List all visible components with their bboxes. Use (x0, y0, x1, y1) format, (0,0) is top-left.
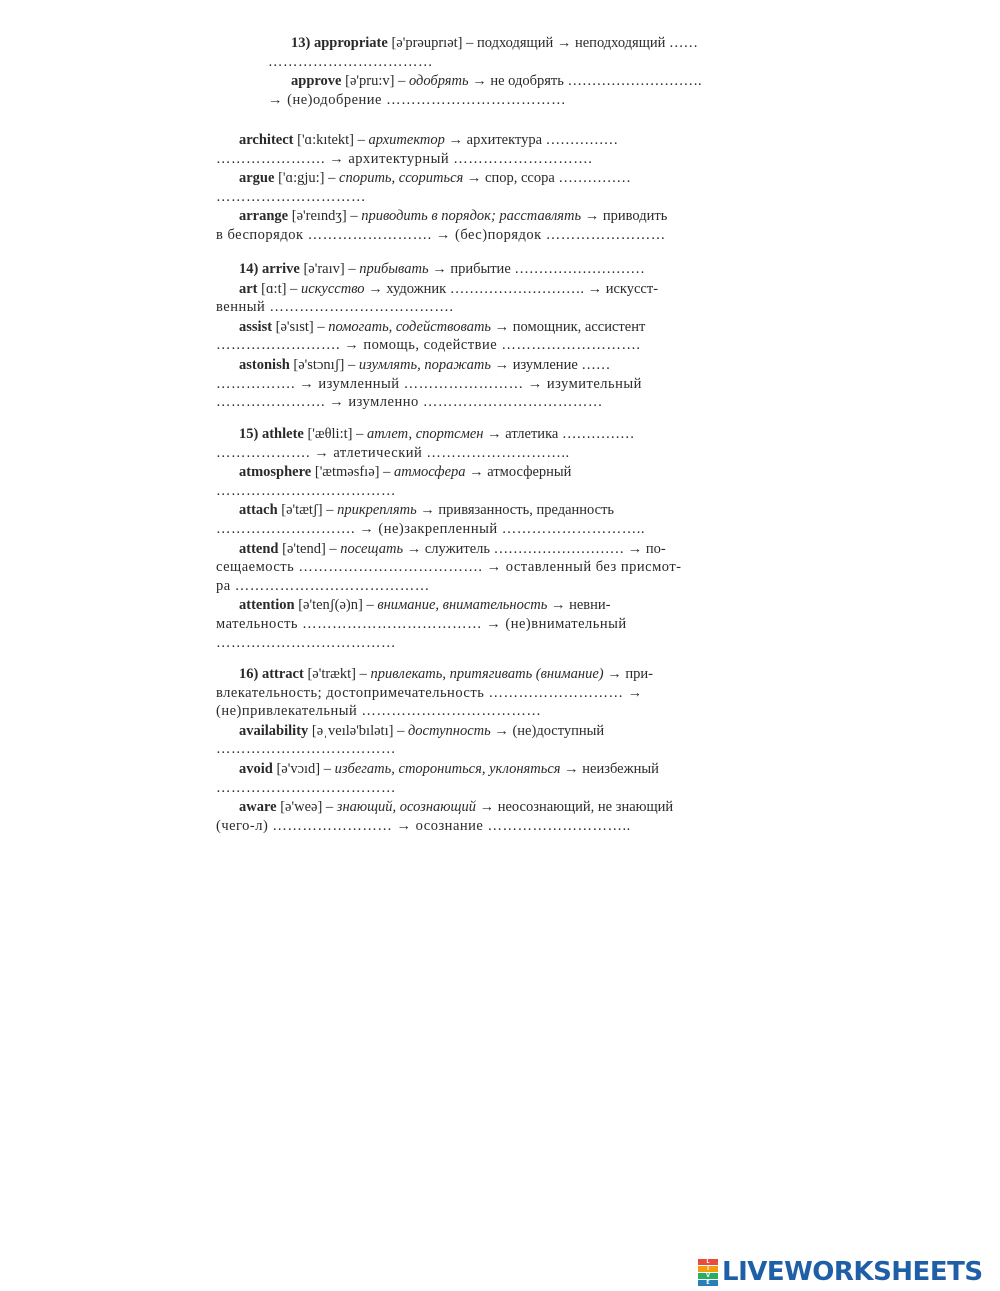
entry-answer-line: сещаемость ………………………………. → оставленный без присмот- (216, 559, 682, 576)
entry-answer-line: …………………………… (268, 53, 433, 70)
entry-answer-line: (не)привлекательный ……………………………… (216, 703, 542, 720)
entry-derivatives: → спор, ссора …………… (463, 170, 631, 187)
entry-dash: – (290, 280, 298, 297)
vocab-entry (216, 260, 726, 279)
entry-answer-line: ……………. → изумленный …………………… → изумительный (216, 375, 642, 392)
vocab-entry (216, 280, 726, 317)
entry-translation: избегать, сторониться, уклоняться (334, 760, 561, 777)
entry-translation: посещать (340, 540, 404, 557)
entry-dash: – (356, 426, 364, 442)
entry-dash: – (397, 722, 405, 739)
entry-first-line (216, 260, 726, 279)
entry-word: argue (239, 170, 275, 187)
entry-transcription: [ɑ:t] (261, 280, 287, 297)
entry-word: attract (261, 666, 304, 682)
entry-derivatives: → неподходящий …… (553, 35, 699, 51)
entry-first-line (216, 356, 726, 375)
entry-translation: знающий, осознающий (336, 799, 476, 816)
entry-derivatives: → атлетика …………… (483, 426, 635, 442)
entry-dash: – (326, 502, 334, 519)
entry-first-line (216, 540, 726, 559)
entry-dash: – (357, 132, 365, 148)
vocab-entry (216, 207, 726, 244)
entry-group-14 (216, 260, 726, 413)
vocab-entry (216, 463, 726, 500)
entry-translation: помогать, содействовать (328, 318, 492, 335)
entry-translation: внимание, внимательность (377, 597, 548, 614)
entry-derivatives: → (не)доступный (490, 722, 605, 739)
entry-first-line (216, 665, 726, 684)
entry-answer-line: ……………………………… (216, 741, 396, 758)
entry-dash: – (350, 208, 358, 225)
vocab-entry (216, 131, 726, 168)
entry-first-line (216, 318, 726, 337)
vocab-entry (216, 356, 726, 412)
logo-text: LIVEWORKSHEETS (722, 1257, 983, 1287)
entry-answer-line: ………………. → атлетический ……………………….. (216, 444, 570, 461)
entry-dash: – (328, 170, 336, 187)
entry-first-line (216, 501, 726, 520)
entry-answer-line: …………………. → архитектурный ………………………. (216, 150, 593, 167)
entry-word: architect (239, 132, 294, 148)
entry-transcription: [ə'pru:v] (345, 73, 395, 90)
entry-answer-line: мательность ……………………………… → (не)внимательный (216, 615, 627, 632)
entry-number: 14) (239, 261, 259, 277)
vocab-entry (216, 722, 726, 759)
entry-number: 16) (239, 666, 259, 682)
entry-answer-line: венный ………………………………. (216, 299, 454, 316)
entry-transcription: [ə'tend] (282, 540, 326, 557)
entry-dash: – (366, 597, 374, 614)
entry-dash: – (317, 318, 325, 335)
entry-answer-line: …………………. → изумленно ……………………………… (216, 394, 603, 411)
entry-dash: – (325, 799, 334, 816)
entry-first-line (216, 798, 726, 817)
vocab-entry (216, 798, 726, 835)
entry-first-line (216, 722, 726, 741)
entry-translation: прибывать (359, 261, 429, 277)
entry-dash: – (383, 464, 391, 481)
entry-answer-line: ……………………………… (216, 482, 396, 499)
entry-word: approve (291, 73, 342, 90)
entry-word: attention (239, 597, 295, 614)
entry-derivatives: → невни- (547, 597, 611, 614)
vocab-entry (216, 665, 726, 721)
entry-first-line (216, 207, 726, 226)
entry-word: art (239, 280, 258, 297)
entry-dash: – (466, 35, 474, 51)
entry-translation: прикреплять (337, 502, 417, 519)
vocab-entry (268, 72, 780, 109)
entry-answer-line: влекательность; достопримечательность ……………………… → (216, 684, 643, 701)
entry-first-line (216, 425, 726, 444)
entry-transcription: ['æθli:t] (307, 426, 353, 442)
entry-word: atmosphere (239, 464, 312, 481)
entry-derivatives: → приводить (581, 208, 668, 225)
entry-translation: одобрять (408, 73, 469, 90)
entry-word: attend (239, 540, 279, 557)
entry-word: assist (239, 318, 273, 335)
entry-word: aware (239, 799, 277, 816)
entry-transcription: [ə'vɔıd] (276, 760, 321, 777)
vocab-entry (216, 540, 726, 596)
entry-dash: – (329, 540, 337, 557)
entry-derivatives: → служитель ……………………… → по- (403, 540, 666, 557)
entry-derivatives: → помощник, ассистент (491, 318, 646, 335)
entry-group-13b (216, 131, 726, 246)
entry-transcription: [ə'sıst] (275, 318, 314, 335)
entry-number: 13) (291, 35, 311, 51)
entry-first-line (216, 169, 726, 188)
entry-answer-line: в беспорядок ……………………. → (бес)порядок …………………… (216, 226, 666, 243)
entry-group-13 (268, 34, 780, 110)
entry-word: arrive (261, 261, 300, 277)
entry-derivatives: → неосознающий, не знающий (475, 799, 674, 816)
entry-answer-line: → (не)одобрение ……………………………… (268, 91, 567, 108)
logo-mark-icon: L I V E (698, 1259, 718, 1285)
vocab-entry (216, 318, 726, 355)
liveworksheets-logo (698, 1257, 994, 1287)
entry-transcription: [ə'trækt] (307, 666, 356, 682)
entry-translation: приводить в порядок; расставлять (361, 208, 582, 225)
entry-first-line (216, 596, 726, 615)
entry-dash: – (323, 760, 332, 777)
entry-word: astonish (239, 356, 290, 373)
entry-transcription: [ə'raıv] (303, 261, 345, 277)
entry-answer-line: ……………………………… (216, 779, 396, 796)
entry-word: availability (239, 722, 309, 739)
entry-translation: атлет, спортсмен (366, 426, 484, 442)
entry-word: arrange (239, 208, 289, 225)
entry-transcription: [ə'weə] (280, 799, 323, 816)
vocab-entry (216, 169, 726, 206)
entry-transcription: [ə'reındʒ] (291, 208, 347, 225)
entry-group-15 (216, 425, 726, 653)
entry-transcription: [ə'tætʃ] (281, 502, 323, 519)
vocab-entry (216, 596, 726, 652)
entry-answer-line: ………………………… (216, 188, 366, 205)
entry-derivatives: → неизбежный (560, 760, 659, 777)
entry-first-line (216, 463, 726, 482)
entry-group-16 (216, 665, 726, 836)
vocab-entry (216, 501, 726, 538)
entry-dash: – (398, 73, 406, 90)
vocab-entry (268, 34, 780, 71)
entry-number: 15) (239, 426, 259, 442)
entry-dash: – (359, 666, 367, 682)
vocab-entry (216, 425, 726, 462)
entry-translation: архитектор (368, 132, 445, 148)
entry-word: attach (239, 502, 278, 519)
entry-word: athlete (261, 426, 304, 442)
entry-translation: доступность (407, 722, 491, 739)
entry-derivatives: → художник ………………………. → искусст- (364, 280, 659, 297)
entry-translation: атмосфера (393, 464, 466, 481)
entry-translation: спорить, ссориться (339, 170, 464, 187)
entry-answer-line: ………………………. → (не)закрепленный ……………………….. (216, 520, 645, 537)
entry-transcription: [ə'stɔnıʃ] (293, 356, 345, 373)
entry-transcription: [ə'prəuprıət] (391, 35, 463, 51)
entry-dash: – (348, 261, 356, 277)
entry-first-line (216, 280, 726, 299)
entry-word: avoid (239, 760, 273, 777)
entry-translation: искусство (300, 280, 365, 297)
entry-derivatives: → не одобрять ………………………. (468, 73, 702, 90)
entry-word: appropriate (313, 35, 388, 51)
entry-derivatives: → прибытие ……………………… (428, 261, 645, 277)
entry-transcription: [əˌveılə'bılətı] (311, 722, 394, 739)
entry-answer-line: ……………………………… (216, 634, 396, 651)
entry-answer-line: ра ………………………………… (216, 577, 430, 594)
entry-derivatives: → привязанность, преданность (416, 502, 615, 519)
entry-derivatives: → изумление …… (490, 356, 611, 373)
entry-answer-line: (чего-л) …………………… → осознание ……………………….. (216, 817, 631, 834)
entry-translation: привлекать, притягивать (внимание) (370, 666, 604, 682)
entry-transcription: ['ɑ:kıtekt] (297, 132, 355, 148)
entry-derivatives: → атмосферный (465, 464, 572, 481)
entry-dash: – (347, 356, 356, 373)
entry-answer-line: ……………………. → помощь, содействие ………………………. (216, 337, 641, 354)
entry-transcription: ['ætməsfıə] (314, 464, 380, 481)
vocab-entry (216, 760, 726, 797)
entry-translation: изумлять, поражать (358, 356, 491, 373)
entry-first-line (216, 131, 726, 150)
entry-translation: подходящий (477, 35, 554, 51)
entry-first-line (216, 760, 726, 779)
entry-first-line (268, 72, 780, 91)
entry-transcription: [ə'tenʃ(ə)n] (298, 597, 363, 614)
entry-transcription: ['ɑ:gju:] (278, 170, 325, 187)
entry-derivatives: → при- (603, 666, 653, 682)
entry-derivatives: → архитектура …………… (444, 132, 619, 148)
entry-first-line (268, 34, 780, 53)
